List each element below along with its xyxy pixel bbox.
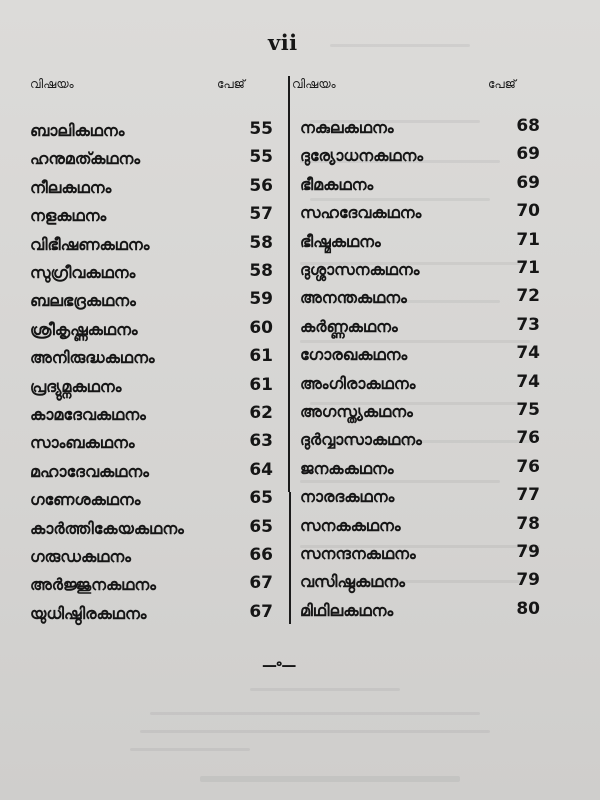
entry-title: ജനകകഥനം (300, 458, 394, 478)
entry-title: നാരദകഥനം (300, 487, 395, 507)
entry-page-number: 72 (516, 286, 540, 307)
entry-title: ശ്രീകൃഷ്ണകഥനം (30, 319, 138, 339)
entry-title: സഹദേവകഥനം (300, 203, 422, 223)
entry-title: സാംബകഥനം (30, 433, 135, 453)
toc-entry (300, 118, 540, 144)
entry-title: ദുര്യോധനകഥനം (300, 146, 424, 166)
toc-entry (300, 288, 540, 314)
entry-title: ദുശ്ശാസനകഥനം (300, 260, 420, 279)
toc-entry (300, 402, 540, 428)
entry-page-number: 74 (516, 371, 540, 392)
entry-title: നകുലകഥനം (300, 118, 394, 137)
header-left-page: പേജ് (217, 77, 245, 91)
entry-page-number: 55 (249, 147, 273, 168)
entry-page-number: 56 (249, 175, 273, 196)
entry-title: അനിരുദ്ധകഥനം (30, 348, 155, 368)
entry-page-number: 68 (516, 116, 540, 136)
entry-page-number: 71 (516, 229, 540, 250)
entry-title: കർണ്ണകഥനം (300, 316, 398, 336)
toc-entry (30, 206, 273, 232)
entry-page-number: 73 (516, 314, 540, 335)
entry-title: യുധിഷ്ഠിരകഥനം (30, 603, 147, 623)
entry-page-number: 78 (516, 513, 540, 534)
entry-title: ഭീഷ്മകഥനം (300, 231, 381, 251)
entry-title: ദുർവ്വാസാകഥനം (300, 430, 422, 450)
entry-page-number: 79 (516, 570, 540, 591)
entry-page-number: 70 (516, 201, 540, 222)
entry-title: ഭീമകഥനം (300, 174, 374, 194)
entry-page-number: 61 (249, 346, 273, 367)
entry-title: സുഗ്രീവകഥനം (30, 263, 136, 282)
toc-entry (30, 291, 273, 317)
toc-entry (300, 598, 540, 627)
toc-entry (300, 544, 540, 570)
entry-title: ഗരുഡകഥനം (30, 547, 131, 566)
column-divider-upper (288, 76, 290, 492)
header-left-subject: വിഷയം (30, 77, 74, 91)
toc-entry (300, 203, 540, 229)
entry-page-number: 63 (249, 431, 273, 452)
entry-page-number: 57 (249, 204, 273, 225)
toc-entry (30, 547, 273, 573)
entry-title: മിഥിലകഥനം (300, 600, 394, 620)
entry-title: ഗണേശകഥനം (30, 490, 141, 510)
toc-entry (30, 516, 273, 545)
toc-entry (30, 601, 273, 630)
toc-entry (300, 314, 540, 343)
toc-entry (30, 149, 273, 175)
column-divider-lower (289, 492, 291, 624)
toc-entry (30, 405, 273, 431)
entry-page-number: 65 (249, 488, 273, 509)
toc-entry (30, 433, 273, 459)
entry-title: നീലകഥനം (30, 177, 112, 197)
entry-title: ഗോരഖകഥനം (300, 345, 408, 365)
entry-page-number: 75 (516, 400, 540, 420)
entry-page-number: 58 (249, 232, 273, 253)
entry-title: ബലഭദ്രകഥനം (30, 291, 136, 311)
toc-entry (300, 172, 540, 201)
entry-page-number: 59 (249, 289, 273, 310)
toc-entry (300, 146, 540, 172)
entry-title: കാമദേവകഥനം (30, 405, 146, 424)
entry-title: പ്രദ്യുമ്നകഥനം (30, 376, 122, 396)
entry-page-number: 55 (249, 119, 273, 139)
entry-page-number: 77 (516, 485, 540, 506)
entry-page-number: 62 (249, 403, 273, 423)
toc-entry (30, 121, 273, 147)
toc-entry (30, 575, 273, 601)
entry-title: സനന്ദനകഥനം (300, 544, 416, 563)
entry-title: നളകഥനം (30, 206, 107, 226)
entry-title: ബാലികഥനം (30, 121, 125, 140)
entry-page-number: 58 (249, 261, 273, 281)
entry-page-number: 69 (516, 144, 540, 165)
header-right-subject: വിഷയം (292, 77, 336, 91)
toc-entry (300, 260, 540, 286)
entry-title: കാർത്തികേയകഥനം (30, 518, 184, 538)
toc-entry (300, 487, 540, 513)
entry-page-number: 65 (249, 516, 273, 537)
entry-page-number: 60 (249, 317, 273, 338)
entry-title: ഹനുമത്കഥനം (30, 149, 141, 169)
entry-page-number: 76 (516, 456, 540, 477)
entry-page-number: 64 (249, 459, 273, 480)
toc-entry (30, 317, 273, 346)
toc-entry (300, 229, 540, 258)
entry-page-number: 69 (516, 172, 540, 193)
entry-title: അഗസ്ത്യകഥനം (300, 402, 413, 421)
entry-page-number: 61 (249, 374, 273, 395)
entry-title: അംഗിരാകഥനം (300, 373, 416, 393)
page-number: vii (268, 30, 298, 55)
toc-entry (30, 348, 273, 374)
entry-page-number: 80 (516, 598, 540, 619)
header-right-page: പേജ് (488, 77, 516, 91)
entry-title: മഹാദേവകഥനം (30, 461, 149, 481)
toc-entry (30, 232, 273, 261)
entry-title: അർജ്ജുനകഥനം (30, 575, 156, 595)
entry-title: അനന്തകഥനം (300, 288, 407, 308)
toc-entry (300, 456, 540, 485)
entry-page-number: 76 (516, 428, 540, 449)
entry-page-number: 67 (249, 573, 273, 594)
entry-page-number: 74 (516, 343, 540, 364)
toc-entry (30, 175, 273, 204)
entry-page-number: 79 (516, 542, 540, 562)
toc-entry (30, 490, 273, 516)
entry-page-number: 66 (249, 545, 273, 565)
entry-title: വസിഷ്ഠകഥനം (300, 572, 405, 592)
toc-entry (30, 374, 273, 403)
entry-page-number: 67 (249, 601, 273, 622)
toc-entry (300, 572, 540, 598)
toc-entry (300, 513, 540, 542)
entry-page-number: 71 (516, 258, 540, 278)
footer-ornament: —॰— (262, 656, 296, 674)
toc-entry (300, 430, 540, 456)
entry-title: സനകകഥനം (300, 515, 401, 535)
toc-entry (300, 345, 540, 371)
entry-title: വിഭീഷണകഥനം (30, 234, 150, 254)
toc-entry (300, 371, 540, 400)
toc-entry (30, 263, 273, 289)
toc-entry (30, 459, 273, 488)
